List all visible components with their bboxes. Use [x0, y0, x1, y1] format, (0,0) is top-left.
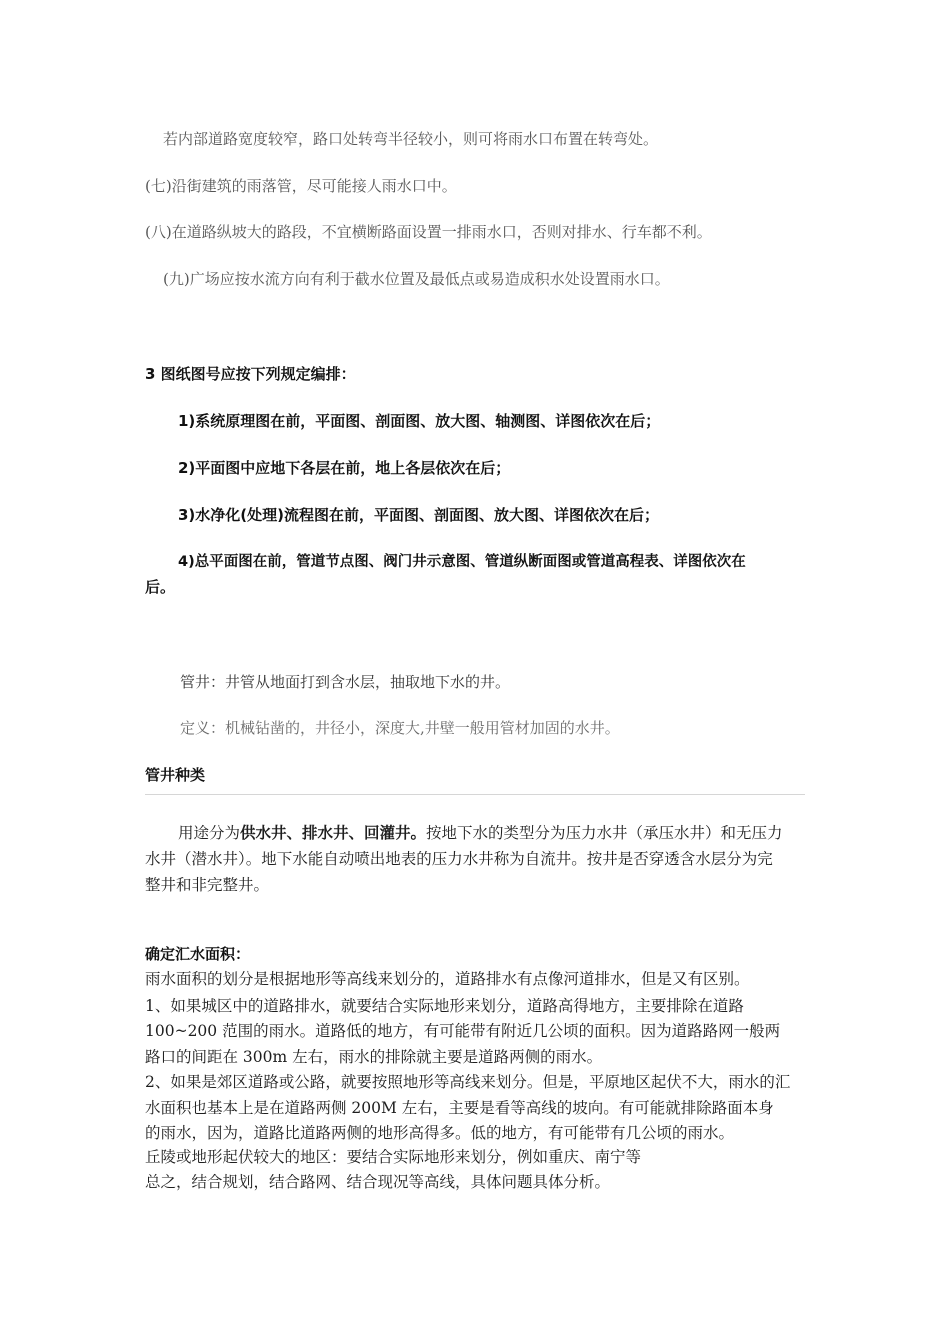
catchment-line: 雨水面积的划分是根据地形等高线来划分的，道路排水有点像河道排水，但是又有区别。 [145, 970, 750, 988]
catchment-line: 总之，结合规划，结合路网、结合现况等高线，具体问题具体分析。 [145, 1173, 611, 1191]
catchment-title: 确定汇水面积： [145, 945, 251, 963]
catchment-line: 的雨水，因为，道路比道路两侧的地形高得多。低的地方，有可能带有几公顷的雨水。 [145, 1124, 735, 1142]
rule-9: (九)广场应按水流方向有利于截水位置及最低点或易造成积水处设置雨水口。 [163, 270, 670, 288]
numbering-heading: 3 图纸图号应按下列规定编排： [145, 365, 356, 383]
paragraph-turning-radius: 若内部道路宽度较窄，路口处转弯半径较小，则可将雨水口布置在转弯处。 [163, 130, 659, 148]
tube-well-intro: 管井：井管从地面打到含水层，抽取地下水的井。 [180, 673, 511, 691]
catchment-line: 1、如果城区中的道路排水，就要结合实际地形来划分，道路高得地方，主要排除在道路 [145, 997, 744, 1015]
rule-7: (七)沿街建筑的雨落管，尽可能接人雨水口中。 [145, 177, 457, 195]
section-title-tube-well-types: 管井种类 [145, 766, 206, 784]
rule-8: (八)在道路纵坡大的路段，不宜横断路面设置一排雨水口，否则对排水、行车都不利。 [145, 223, 712, 241]
catchment-line: 水面积也基本上是在道路两侧 200M 左右，主要是看等高线的坡向。有可能就排除路面本身 [145, 1099, 774, 1117]
types-prefix: 用途分为 [178, 824, 241, 842]
numbering-item-2: 2)平面图中应地下各层在前，地上各层依次在后； [178, 459, 511, 477]
catchment-line: 100~200 范围的雨水。道路低的地方，有可能带有附近几公顷的面积。因为道路路网一般两 [145, 1022, 781, 1040]
tube-well-types-line2: 水井（潜水井）。地下水能自动喷出地表的压力水井称为自流井。按井是否穿透含水层分为完 [145, 850, 773, 868]
tube-well-definition: 定义：机械钻凿的，井径小，深度大,井壁一般用管材加固的水井。 [180, 719, 620, 737]
tube-well-types-line1 [178, 821, 783, 845]
types-line1-rest: 按地下水的类型分为压力水井（承压水井）和无压力 [426, 824, 783, 842]
tube-well-types-line3: 整井和非完整井。 [145, 876, 270, 894]
catchment-line: 2、如果是郊区道路或公路，就要按照地形等高线来划分。但是，平原地区起伏不大，雨水的汇 [145, 1073, 791, 1091]
catchment-line: 丘陵或地形起伏较大的地区：要结合实际地形来划分，例如重庆、南宁等 [145, 1148, 642, 1166]
numbering-item-4-line2: 后。 [145, 578, 176, 596]
numbering-item-1: 1)系统原理图在前，平面图、剖面图、放大图、轴测图、详图依次在后； [178, 412, 661, 430]
numbering-item-4-line1: 4)总平面图在前，管道节点图、阀门井示意图、管道纵断面图或管道高程表、详图依次在 [178, 554, 746, 570]
section-divider [145, 794, 805, 795]
catchment-line: 路口的间距在 300m 左右，雨水的排除就主要是道路两侧的雨水。 [145, 1048, 603, 1066]
types-bold: 供水井、排水井、回灌井。 [240, 824, 427, 842]
numbering-item-3: 3)水净化(处理)流程图在前，平面图、剖面图、放大图、详图依次在后； [178, 506, 660, 524]
